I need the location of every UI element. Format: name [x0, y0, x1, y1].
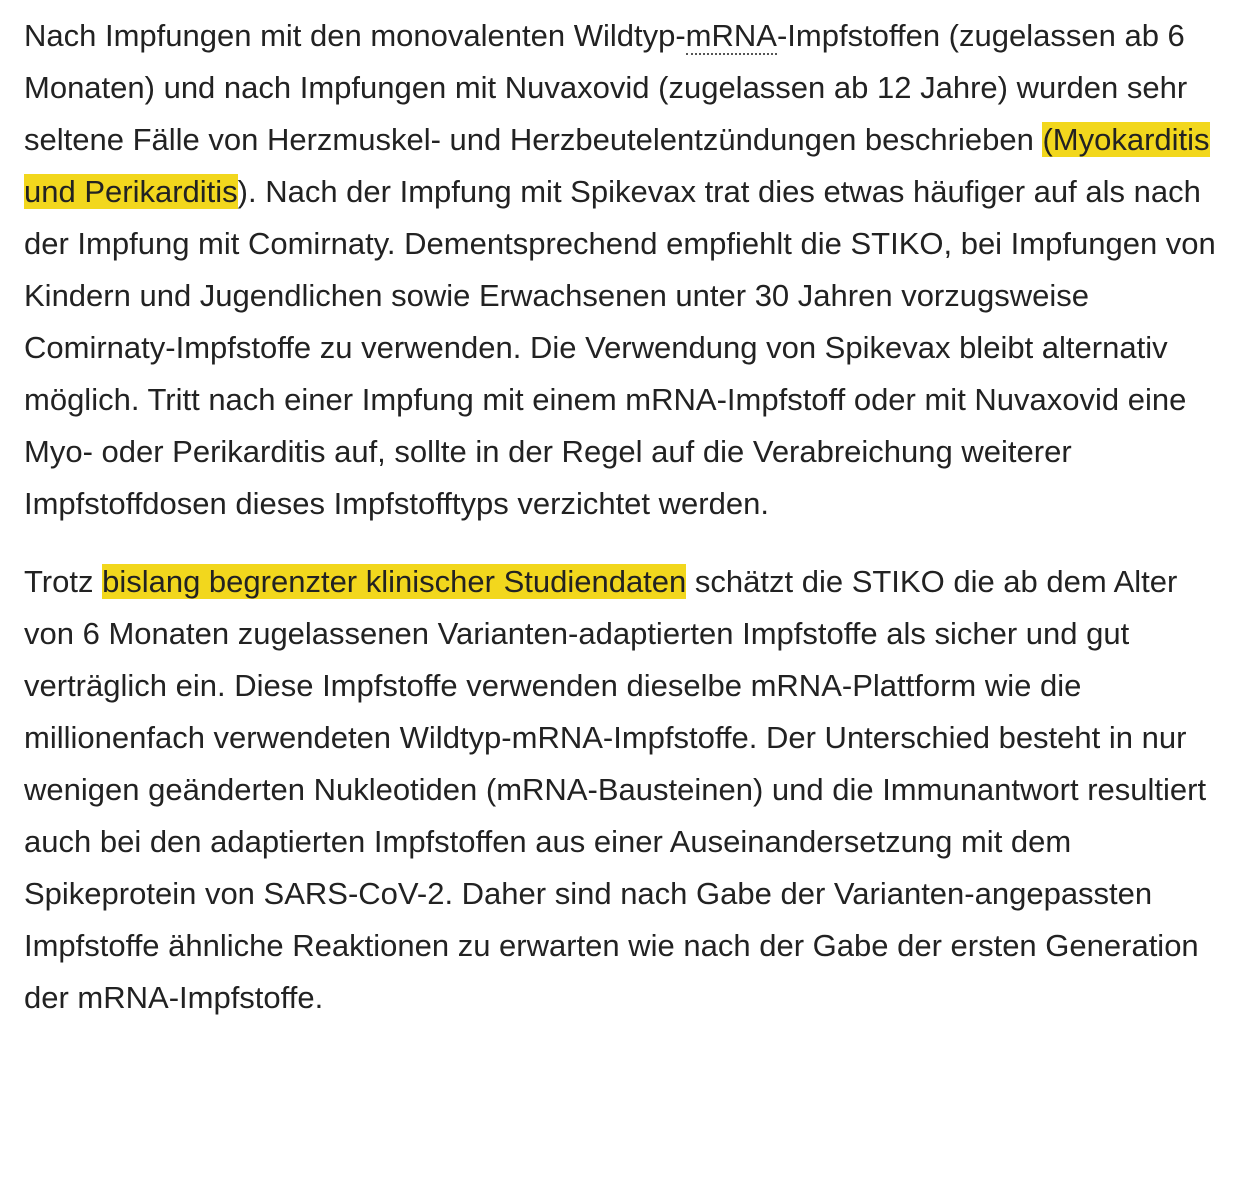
paragraph-1-text-start: Nach Impfungen mit den monovalenten Wildtyp-	[24, 18, 686, 53]
paragraph-1-text-middle: -Impfstoffen (zugelassen ab 6 Monaten) und nach Impfungen mit Nuvaxovid (zugelassen ab 12 Jahre) wurden sehr seltene Fälle von Herzmuskel- und Herzbeutelentzündungen beschrieben	[24, 18, 1188, 157]
paragraph-1-text-end: ). Nach der Impfung mit Spikevax trat dies etwas häufiger auf als nach der Impfung mit Comirnaty. Dementsprechend empfiehlt die STIKO, bei Impfungen von Kindern und Jugendlichen sowie Erwachsenen unter 30 Jahren vorzugsweise Comirnaty-Impfstoffe zu verwenden. Die Verwendung von Spikevax bleibt alternativ möglich. Tritt nach einer Impfung mit einem mRNA-Impfstoff oder mit Nuvaxovid eine Myo- oder Perikarditis auf, sollte in der Regel auf die Verabreichung weiterer Impfstoffdosen dieses Impfstofftyps verzichtet werden.	[24, 174, 1216, 521]
highlight-studiendaten: bislang begrenzter klinischer Studiendaten	[102, 564, 687, 599]
paragraph-myocarditis	[24, 10, 1230, 530]
paragraph-variant-vaccines	[24, 556, 1230, 1024]
paragraph-2-text-end: schätzt die STIKO die ab dem Alter von 6 Monaten zugelassenen Varianten-adaptierten Impfstoffe als sicher und gut verträglich ein. Diese Impfstoffe verwenden dieselbe mRNA-Plattform wie die millionenfach verwendeten Wildtyp-mRNA-Impfstoffe. Der Unterschied besteht in nur wenigen geänderten Nukleotiden (mRNA-Bausteinen) und die Immunantwort resultiert auch bei den adaptierten Impfstoffen aus einer Auseinandersetzung mit dem Spikeprotein von SARS-CoV-2. Daher sind nach Gabe der Varianten-angepassten Impfstoffe ähnliche Reaktionen zu erwarten wie nach der Gabe der ersten Generation der mRNA-Impfstoffe.	[24, 564, 1207, 1015]
paragraph-2-text-start: Trotz	[24, 564, 103, 599]
highlight-myokarditis: (Myokarditis und Perikarditis	[24, 122, 1210, 209]
mrna-abbreviation[interactable]: mRNA	[685, 18, 777, 53]
